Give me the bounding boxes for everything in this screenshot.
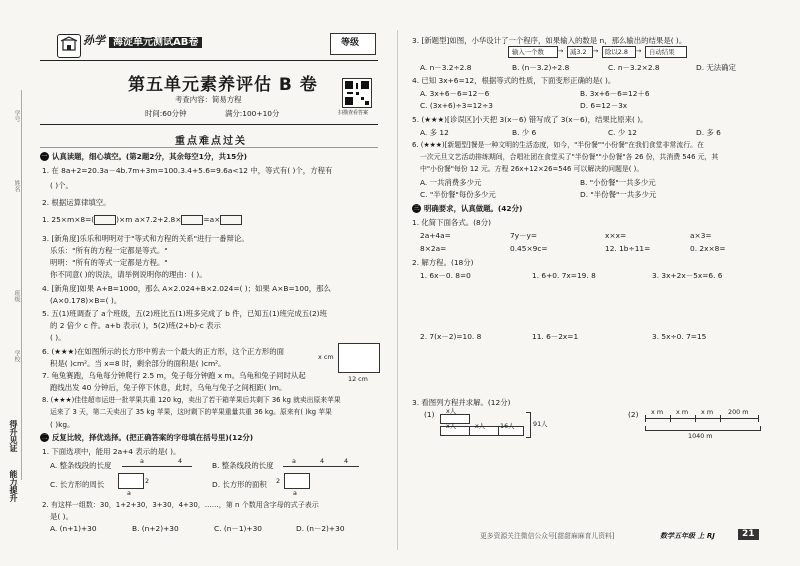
p1-q7b: 跑线出发 40 分钟后，兔子停下休息，此时，乌龟与兔子之间相距( )m。 (50, 383, 287, 392)
r-q3: 3. [新题型]如图，小华设计了一个程序，如果输入的数是 n，那么输出的结果是( )。 (412, 36, 687, 45)
r-q4-opt-a[interactable]: A. 3x+6－6=12－6 (420, 89, 490, 98)
p1-q7: 7. 龟兔赛跑，乌龟每分钟爬行 2.5 m，兔子每分钟跑 x m。乌龟和兔子同时从起 (42, 371, 306, 380)
part2-badge-icon: 二 (41, 434, 48, 441)
fig2-brace (645, 426, 761, 431)
part3-heading: 明确要求，认真做题。(42分) (424, 204, 523, 213)
opt-d-label-a: a (293, 489, 297, 497)
opt-d-rectangle (284, 473, 310, 489)
page-title: 第五单元素养评估 B 卷 (128, 75, 318, 95)
margin-student-id: 学号 (13, 110, 20, 122)
page-number: 21 (738, 529, 759, 540)
p1-q2-expr (42, 215, 242, 225)
brand-script: 孙学 (83, 34, 105, 47)
p1-q5: 5. 五(1)班调查了 a个班级，五(2)班比五(1)班多完成了 b 件，已知五(1)班完成五(2)班 (42, 309, 327, 318)
fig2-segment (645, 418, 759, 419)
calc-item-3: x×x= (605, 231, 627, 240)
flow-step-3: 除以2.8 (605, 48, 628, 56)
flow-step-4: 自动结果 (649, 48, 675, 56)
solve-item-4: 2. 7(x－2)=10. 8 (420, 332, 482, 341)
p1-q2-part-c: =a× (203, 215, 221, 224)
r-q6b: 一次元旦文艺活动排练期间，合唱社团在食堂买了"半份餐""小份餐"各 26 份，共消费 546 元，其 (420, 153, 719, 161)
p1-q8c: ( )kg。 (50, 420, 75, 429)
p2-q2-opt-c[interactable]: C. (n－1)+30 (214, 524, 262, 533)
r-q3-opt-b[interactable]: B. (n－3.2)÷2.8 (512, 63, 570, 72)
p1-q8: 8. (★★★)佳佳超市运进一批苹果共重 120 kg，卖出了若干箱苹果后共剩下 36 kg 就卖出原来苹果 (42, 396, 341, 404)
calc-item-7: 12. 1b÷11= (605, 244, 651, 253)
p2-q2: 2. 有这样一组数：30，1+2+30，3+30，4+30，……，第 n 个数用含字母的式子表示 (42, 501, 319, 509)
margin-script-2: 能力提升 (9, 470, 18, 502)
p1-q1: 1. 在 8a+2=20.3a－4b.7m+3m=100.3.4+5.6=9.6a<12 中，等式有( )个，方程有 (42, 166, 333, 175)
banner-rule-2 (40, 147, 378, 148)
fig2-val-3: x m (701, 408, 714, 416)
r-q4: 4. 已知 3x+6=12，根据等式的性质，下面变形正确的是( )。 (412, 76, 616, 85)
r-q5: 5. (★★★)[诊误区]小天把 3(x－6) 错写成了 3(x－6)，结果比原来( )。 (412, 115, 648, 124)
r-q6-opt-a[interactable]: A. 一共消费多少元 (420, 178, 482, 187)
fig1-val-1: x人 (446, 407, 457, 415)
p2-q1: 1. 下面选项中，能用 2a+4 表示的是( )。 (42, 447, 181, 456)
r-q6c: 中"小份餐"每份 12 元。方程 26x+12×26=546 可以解决的问题是( )。 (420, 165, 644, 173)
calc-item-4: a×3= (690, 231, 712, 240)
fig1-brace (526, 412, 531, 438)
p2-q2b: 是( )。 (50, 512, 73, 521)
solve-heading: 2. 解方程。(18分) (412, 258, 474, 267)
fig1-total: 91人 (533, 420, 548, 428)
part3-badge-icon: 三 (413, 205, 420, 212)
qr-code (342, 78, 372, 108)
opt-b-label-3: 4 (344, 457, 349, 465)
p1-q2-part-b: )×m a×7.2+2.8× (116, 215, 182, 224)
opt-b-label-2: 4 (320, 457, 325, 465)
brand-name: 海淀单元测试AB卷 (109, 37, 202, 48)
p2-opt-b[interactable]: B. 整条线段的长度 (212, 461, 274, 470)
calc-item-1: 2a+4a= (420, 231, 451, 240)
footer-note: 更多资源关注微信公众号[甜甜麻麻育儿资料] (480, 532, 615, 540)
fig2-tick-1 (670, 415, 671, 422)
p1-q3a: 乐乐："所有的方程一定都是等式。" (50, 246, 168, 255)
calc-item-8: 0. 2x×8= (690, 244, 726, 253)
opt-a-label-2: 4 (178, 457, 183, 465)
q6-fig-x: x cm (318, 353, 334, 361)
opt-c-rectangle (118, 473, 144, 489)
header-rule (40, 60, 378, 61)
fig2-val-4: 200 m (728, 408, 749, 416)
r-q3-opt-a[interactable]: A. n－3.2÷2.8 (420, 63, 472, 72)
part1-heading: 认真读题，细心填空。(第2题2分，其余每空1分，共15分) (52, 152, 248, 161)
publisher-logo (57, 34, 81, 58)
r-q5-opt-c[interactable]: C. 少 12 (608, 128, 638, 137)
q6-rectangle-figure (338, 343, 380, 373)
calc-item-2: 7y－y= (510, 231, 538, 240)
p2-opt-d[interactable]: D. 长方形的面积 (212, 480, 267, 489)
opt-b-label-1: a (292, 457, 296, 465)
flow-arrow-3-icon: → (636, 47, 642, 55)
margin-class: 班级 (13, 290, 20, 302)
part2-heading: 反复比较，择优选择。(把正确答案的字母填在括号里)(12分) (52, 433, 254, 442)
opt-a-label-1: a (140, 457, 144, 465)
p1-q6: 6. (★★★)在如图所示的长方形中剪去一个最大的正方形，这个正方形的面 (42, 347, 284, 356)
p1-q3: 3. [新角度]乐乐和明明对于"等式和方程的关系"进行一番辩论。 (42, 234, 249, 243)
r-q4-opt-b[interactable]: B. 3x+6－6=12＋6 (580, 89, 650, 98)
r-q3-opt-c[interactable]: C. n－3.2×2.8 (608, 63, 660, 72)
r-q5-opt-b[interactable]: B. 少 6 (512, 128, 537, 137)
solve-item-6: 3. 5x÷0. 7=15 (652, 332, 707, 341)
fig2-tick-4 (758, 415, 759, 422)
fig2-tick-0 (645, 415, 646, 422)
fig1-val-2: x人 (446, 422, 457, 430)
r-q4-opt-d[interactable]: D. 6=12－3x (580, 101, 628, 110)
p1-q1b: ( )个。 (50, 181, 73, 190)
opt-b-segment (283, 466, 359, 467)
p1-q3b: 明明："所有的等式一定都是方程。" (50, 258, 168, 267)
flow-step-2: 减3.2 (570, 48, 587, 56)
r-q5-opt-a[interactable]: A. 多 12 (420, 128, 449, 137)
fig2-val-1: x m (651, 408, 664, 416)
p1-q3c: 你不同意( )的说法，请举例说明你的理由：( )。 (50, 270, 207, 279)
p2-opt-c[interactable]: C. 长方形的周长 (50, 480, 105, 489)
fig2-total: 1040 m (688, 432, 713, 440)
margin-school: 学校 (13, 350, 20, 362)
part1-badge-icon: 一 (41, 153, 48, 160)
qr-caption: 扫描查看答案 (338, 110, 369, 116)
r-q6-opt-c[interactable]: C. "半份餐"每份多少元 (420, 190, 496, 199)
fig2-val-2: x m (676, 408, 689, 416)
p1-q8b: 运来了 3 天，第二天卖出了 35 kg 苹果，这时剩下的苹果重量共重 36 kg。原来有( )kg 苹果 (50, 408, 332, 416)
p1-q2-part-a: 1. 25×m×8=( (42, 215, 95, 224)
grade-label: 等级 (341, 38, 360, 48)
opt-c-label-a: a (127, 489, 131, 497)
p1-q2-blank-2[interactable] (181, 215, 203, 225)
r-q5-opt-d[interactable]: D. 多 6 (696, 128, 721, 137)
p1-q2-blank-1[interactable] (94, 215, 116, 225)
p1-q4: 4. [新角度]如果 A+B=1000，那么 A×2.024+B×2.024=( )；如果 A×B=100，那么 (42, 284, 331, 293)
fig1-val-3: x人 (475, 422, 486, 430)
q6-fig-width: 12 cm (348, 375, 368, 383)
p1-q6b: 积是( )cm²。当 x=8 时，剩余部分的面积是( )cm²。 (50, 359, 226, 368)
r-q6-opt-b[interactable]: B. "小份餐"一共多少元 (580, 178, 656, 187)
flow-step-1: 输入一个数 (512, 48, 544, 56)
p1-q5b: 的 2 倍少 c 件。a+b 表示( )，5(2)班(2+b)-c 表示 (50, 321, 221, 330)
margin-name: 姓名 (13, 180, 20, 192)
page-divider (397, 30, 398, 550)
fig1-label: (1) (424, 410, 435, 419)
binding-line (21, 90, 22, 480)
p2-q2-opt-a[interactable]: A. (n+1)+30 (50, 524, 97, 533)
p2-q2-opt-d[interactable]: D. (n－2)+30 (296, 524, 345, 533)
p2-q2-opt-b[interactable]: B. (n+2)+30 (132, 524, 179, 533)
opt-d-label-2: 2 (276, 477, 281, 485)
opt-c-label-2: 2 (145, 477, 150, 485)
grade-box (330, 33, 376, 55)
r-q6: 6. (★★★)[新题型]餐是一种文明的生活态度，如今，"半份餐""小份餐"在我们食堂非常流行。在 (412, 141, 704, 149)
fig2-label: (2) (628, 410, 639, 419)
fig1-val-4: 16人 (500, 422, 515, 430)
p1-q5c: ( )。 (50, 333, 66, 342)
section-banner: 重点难点过关 (175, 136, 247, 147)
r-q6-opt-d[interactable]: D. "半份餐"一共多少元 (580, 190, 657, 199)
fig2-tick-2 (695, 415, 696, 422)
p2-opt-a[interactable]: A. 整条线段的长度 (50, 461, 112, 470)
calc-item-5: 8×2a= (420, 244, 447, 253)
fig-heading: 3. 看图列方程并求解。(12分) (412, 398, 511, 407)
p1-q4b: (A×0.178)×B=( )。 (50, 296, 122, 305)
flow-arrow-1-icon: → (558, 47, 564, 55)
banner-rule (40, 124, 378, 125)
flow-arrow-2-icon: → (593, 47, 599, 55)
solve-item-2: 1. 6+0. 7x=19. 8 (532, 271, 596, 280)
subject-label: 数学五年级 上 RJ (660, 532, 715, 540)
time-limit: 时间:60分钟 (145, 109, 187, 118)
solve-item-3: 3. 3x+2x－5x=6. 6 (652, 271, 723, 280)
content-note: 考查内容：简易方程 (175, 95, 242, 104)
solve-item-1: 1. 6x－0. 8=0 (420, 271, 471, 280)
calc-heading: 1. 化简下面各式。(8分) (412, 218, 491, 227)
r-q4-opt-c[interactable]: C. (3x+6)÷3=12÷3 (420, 101, 493, 110)
margin-script-1: 得升见证 (9, 420, 18, 452)
calc-item-6: 0.45×9c= (510, 244, 548, 253)
solve-item-5: 11. 6－2x=1 (532, 332, 579, 341)
p1-q2-blank-3[interactable] (220, 215, 242, 225)
p1-q2: 2. 根据运算律填空。 (42, 198, 111, 207)
r-q3-opt-d[interactable]: D. 无法确定 (696, 63, 736, 72)
full-score: 满分:100+10分 (225, 109, 280, 118)
fig2-tick-3 (720, 415, 721, 422)
opt-a-segment (122, 466, 192, 467)
